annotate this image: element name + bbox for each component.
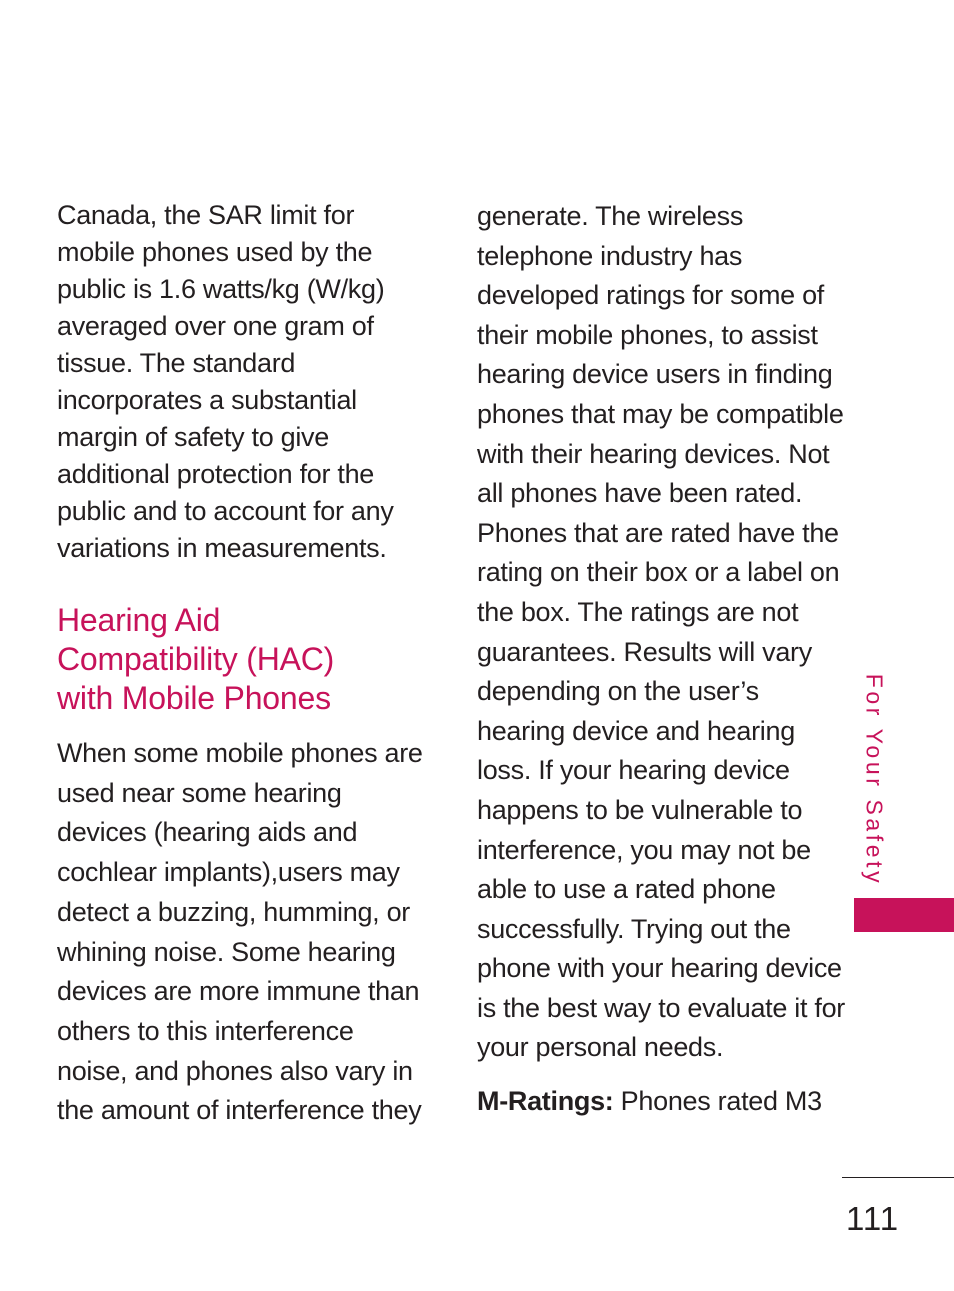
ratings-paragraph: generate. The wireless telephone industry has developed ratings for some of their mobile phones, to assist hearing device users in finding phones that may be compatible with their hearing devices. Not all phones have been rated. Phones that are rated have the rating on their box or a label on the box. The ratings are not guarantees. Results will vary depending on the user’s hearing device and hearing loss. If your hearing device happens to be vulnerable to interference, you may not be able to use a rated phone successfully. Trying out the phone with your hearing device is the best way to evaluate it for your personal needs. [477, 201, 845, 1063]
m-ratings-label: M-Ratings: [477, 1086, 614, 1117]
interference-paragraph: When some mobile phones are used near some hearing devices (hearing aids and cochlear implants),users may detect a buzzing, humming, or whining noise. Some hearing devices are more immune than others to this interference noise, and phones also vary in the amount of interference they [57, 738, 423, 1126]
m-ratings-text: Phones rated M3 [613, 1086, 822, 1117]
left-column [57, 197, 427, 1131]
side-tab-marker [854, 898, 954, 932]
heading-line-2: Compatibility (HAC) [57, 641, 335, 677]
side-tab-label: For Your Safety [861, 673, 888, 887]
sar-limit-paragraph: Canada, the SAR limit for mobile phones used by the public is 1.6 watts/kg (W/kg) averaged over one gram of tissue. The standard incorporates a substantial margin of safety to give additional protection for the public and to account for any variations in measurements. [57, 200, 394, 563]
heading-line-1: Hearing Aid [57, 602, 221, 638]
heading-line-3: with Mobile Phones [57, 680, 331, 716]
right-column [477, 197, 849, 1121]
footer-divider [842, 1177, 954, 1178]
section-heading-hac [57, 601, 427, 718]
page-number: 111 [846, 1200, 900, 1237]
m-ratings-paragraph [477, 1082, 849, 1121]
